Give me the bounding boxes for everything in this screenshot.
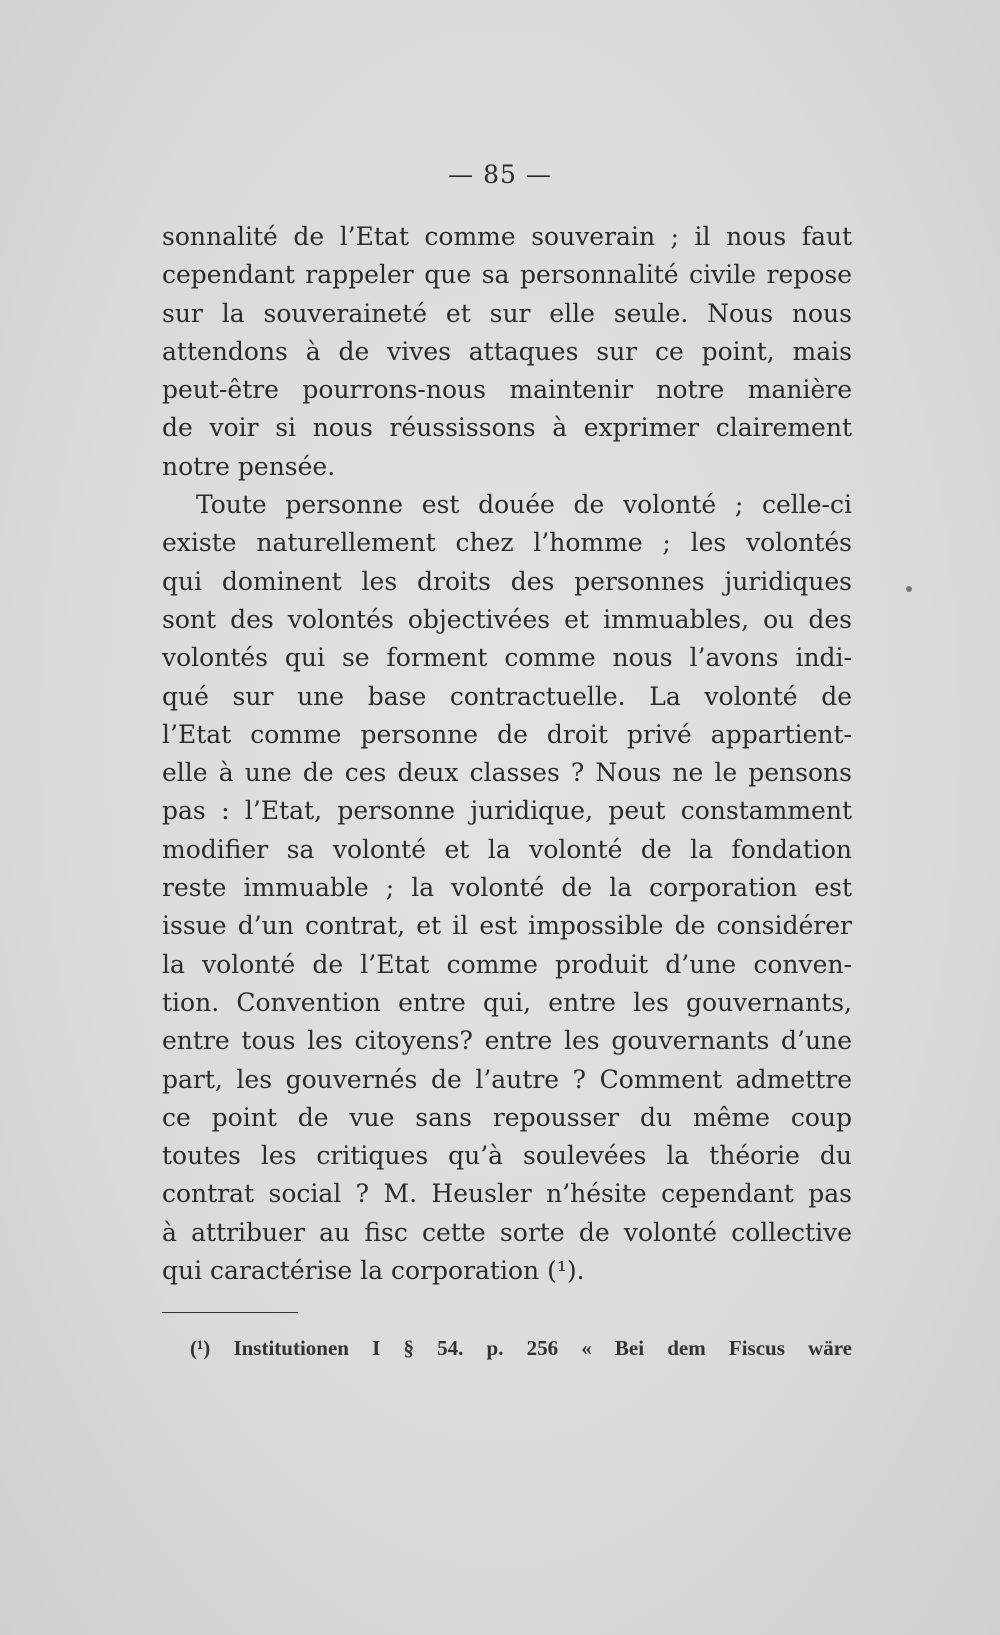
body-text — [162, 218, 852, 1290]
page-number: — 85 — — [448, 160, 552, 189]
text-line: existe naturellement chez l’homme ; les volontés — [162, 528, 852, 558]
text-line: sonnalité de l’Etat comme souverain ; il nous faut — [162, 222, 852, 251]
text-line: part, les gouvernés de l’autre ? Comment admettre — [162, 1064, 852, 1094]
text-line: modifier sa volonté et la volonté de la fondation — [162, 834, 852, 864]
text-line: contrat social ? M. Heusler n’hésite cependant pas — [162, 1179, 852, 1209]
text-line: sont des volontés objectivées et immuables, ou des — [162, 604, 852, 634]
text-line: cependant rappeler que sa personnalité civile repose — [162, 260, 852, 290]
footnote: (¹) Institutionen I § 54. p. 256 « Bei dem Fiscus wäre — [190, 1336, 852, 1360]
text-line: notre pensée. — [162, 451, 336, 481]
text-line: qué sur une base contractuelle. La volonté de — [162, 681, 852, 711]
text-line: tion. Convention entre qui, entre les gouvernants, — [162, 987, 852, 1017]
text-line: toutes les critiques qu’à soulevées la théorie du — [162, 1141, 852, 1171]
text-line: à attribuer au fisc cette sorte de volonté collective — [162, 1217, 852, 1247]
paragraph-start-line: Toute personne est douée de volonté ; celle-ci — [196, 490, 852, 520]
text-line: elle à une de ces deux classes ? Nous ne le pensons — [162, 758, 852, 788]
text-line: peut-être pourrons-nous maintenir notre manière — [162, 375, 852, 405]
text-line: de voir si nous réussissons à exprimer clairement — [162, 413, 852, 443]
footnote-divider — [162, 1312, 298, 1313]
text-line: pas : l’Etat, personne juridique, peut constamment — [162, 796, 852, 826]
text-line: reste immuable ; la volonté de la corporation est — [162, 873, 852, 903]
text-line: issue d’un contrat, et il est impossible de considérer — [162, 911, 852, 941]
text-line: volontés qui se forment comme nous l’avons indi- — [162, 643, 852, 673]
text-line: attendons à de vives attaques sur ce point, mais — [162, 336, 852, 366]
text-line: la volonté de l’Etat comme produit d’une conven- — [162, 949, 852, 979]
print-speck — [906, 586, 912, 592]
text-line: entre tous les citoyens? entre les gouvernants d’une — [162, 1026, 852, 1056]
text-line: l’Etat comme personne de droit privé appartient- — [162, 719, 852, 749]
text-line: ce point de vue sans repousser du même coup — [162, 1102, 852, 1132]
text-line: qui dominent les droits des personnes juridiques — [162, 566, 852, 596]
text-line: qui caractérise la corporation (¹). — [162, 1256, 585, 1286]
text-line: sur la souveraineté et sur elle seule. Nous nous — [162, 298, 852, 328]
